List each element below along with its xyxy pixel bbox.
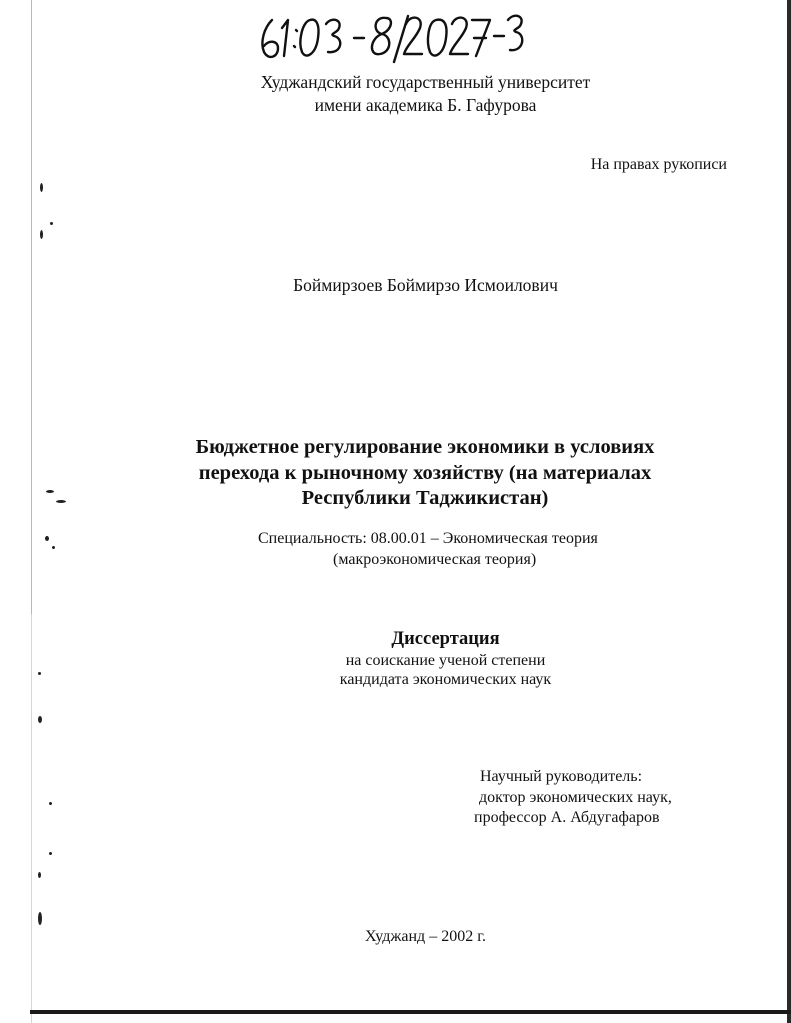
- university-name: Худжандский государственный университет: [260, 72, 591, 92]
- scan-speck: [45, 536, 49, 541]
- scan-speck: [38, 716, 42, 723]
- scan-edge-left: [31, 0, 32, 1023]
- supervisor-name: профессор А. Абдугафаров: [474, 809, 660, 826]
- dissertation-title-line-3: Республики Таджикистан): [301, 487, 549, 509]
- specialty-subfield: (макроэкономическая теория): [333, 551, 537, 568]
- supervisor-label: Научный руководитель:: [480, 768, 643, 785]
- scan-edge-bottom: [30, 1010, 791, 1014]
- scan-edge-right: [787, 0, 791, 1023]
- supervisor-degree: доктор экономических наук,: [479, 789, 672, 806]
- scan-speck: [38, 672, 41, 675]
- scan-speck: [49, 852, 52, 855]
- scan-speck: [52, 546, 55, 549]
- scan-speck: [49, 802, 52, 805]
- scan-speck: [50, 222, 53, 225]
- dissertation-heading: Диссертация: [391, 629, 500, 649]
- dissertation-title-line-2: перехода к рыночному хозяйству (на материалах: [198, 462, 652, 484]
- degree-name: кандидата экономических наук: [339, 671, 552, 688]
- scan-speck: [38, 912, 42, 925]
- specialty-line: Специальность: 08.00.01 – Экономическая теория: [258, 530, 598, 547]
- author-name: Боймирзоев Боймирзо Исмоилович: [293, 275, 558, 295]
- dissertation-title-line-1: Бюджетное регулирование экономики в условиях: [195, 436, 655, 458]
- scan-speck: [40, 230, 43, 239]
- university-dedication: имени академика Б. Гафурова: [314, 95, 537, 115]
- handwritten-archive-code: [258, 6, 528, 64]
- city-year: Худжанд – 2002 г.: [365, 928, 486, 945]
- rights-note: На правах рукописи: [590, 156, 727, 173]
- scan-speck: [38, 872, 41, 878]
- scan-speck: [40, 183, 43, 192]
- degree-purpose: на соискание ученой степени: [345, 652, 546, 669]
